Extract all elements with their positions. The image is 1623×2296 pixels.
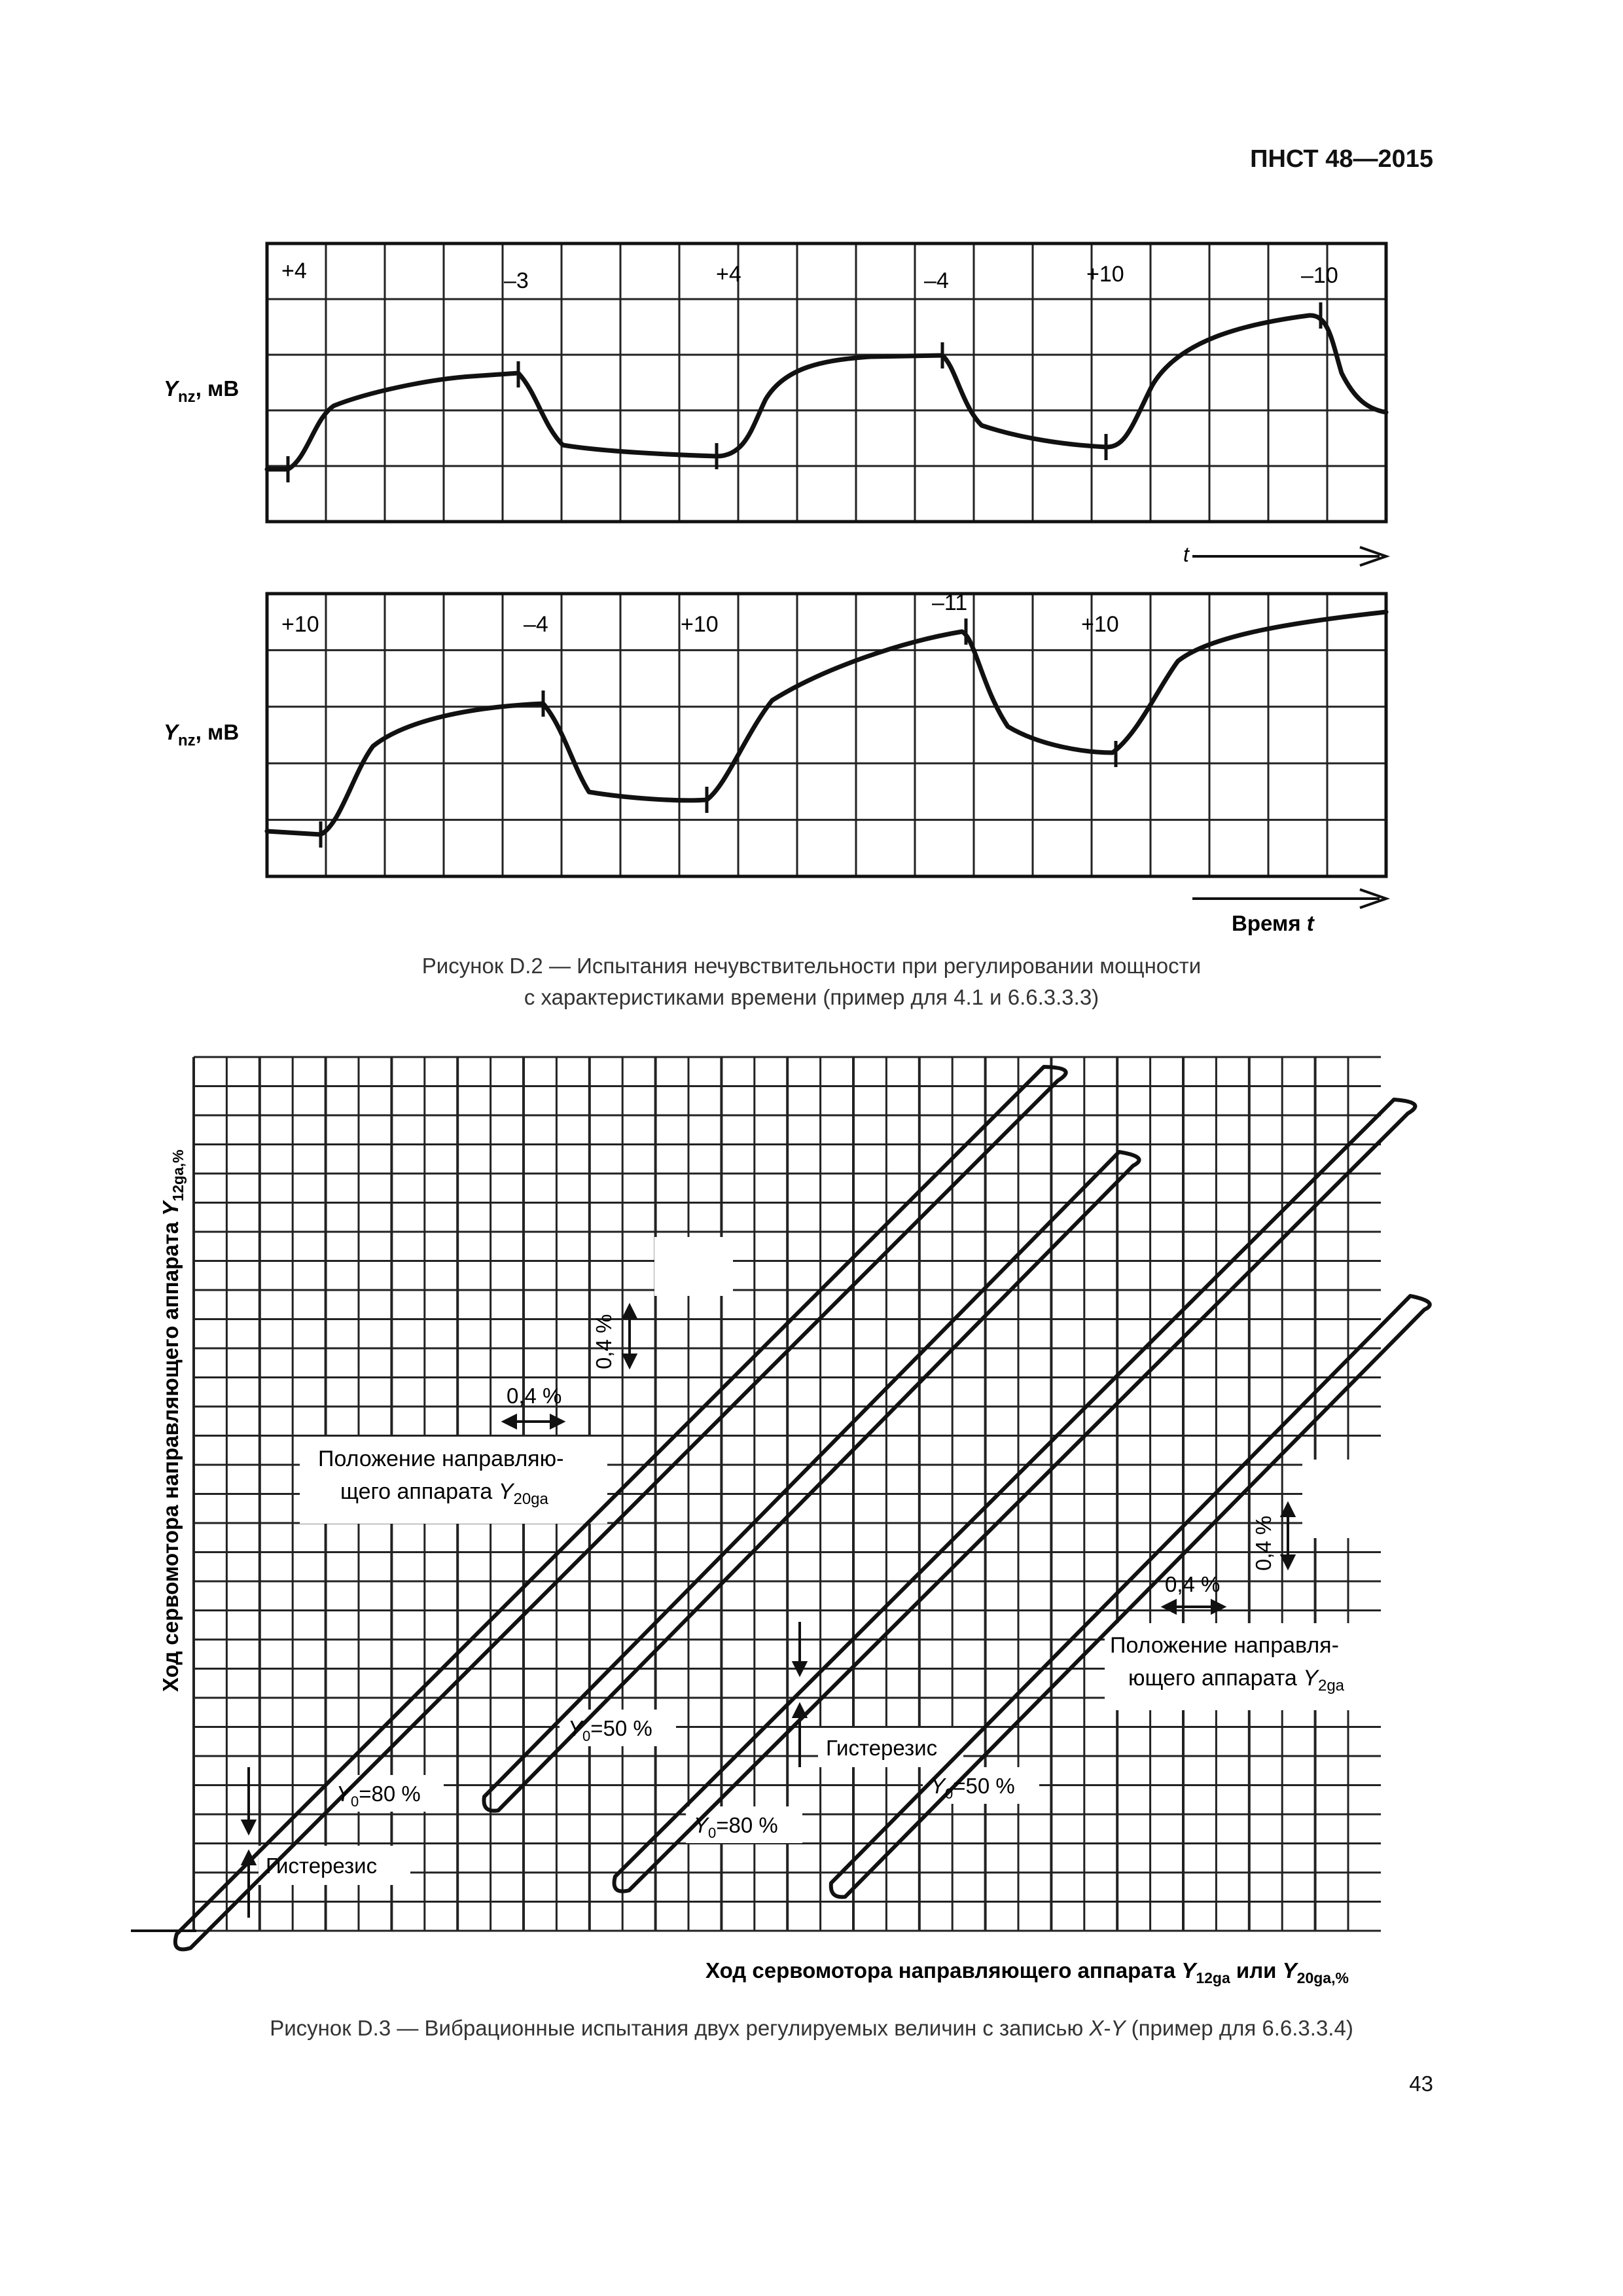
label-bg xyxy=(1302,1460,1381,1538)
position-label-2-line1: Положение направля- xyxy=(1110,1633,1339,1658)
interval-label-h2: 0,4 % xyxy=(1165,1572,1221,1596)
document-code: ПНСТ 48—2015 xyxy=(1250,145,1433,173)
position-label-1-line1: Положение направляю- xyxy=(318,1446,564,1471)
page-number: 43 xyxy=(1409,2072,1433,2096)
chart1-x-label: t xyxy=(1183,543,1189,566)
figure-d2-caption-line1: Рисунок D.2 — Испытания нечувствительности при регулировании мощности xyxy=(421,954,1202,978)
chart2-step-label: +10 xyxy=(281,612,319,637)
interval-label-h1: 0,4 % xyxy=(507,1384,562,1408)
chart2-step-label: –11 xyxy=(932,590,968,615)
chart3-y-axis-label: Ход сервомотора направляющего аппарата $Y_{12ga,\%}$ xyxy=(158,1149,187,1692)
y0-label-80-b: $Y_0=80$ % xyxy=(694,1813,778,1841)
chart3-x-axis-label: Ход сервомотора направляющего аппарата $Y_{12ga}$ или $Y_{20ga,\%}$ xyxy=(705,1958,1349,1986)
label-bg xyxy=(654,1237,733,1296)
chart2-step-label: +10 xyxy=(1081,612,1119,637)
figure-d2-caption-line2: с характеристиками времени (пример для 4.1 и 6.6.3.3.3) xyxy=(524,985,1099,1009)
position-label-1-line2: щего аппарата $Y_{20ga}$ xyxy=(340,1479,548,1508)
chart1-step-label: –10 xyxy=(1301,263,1338,288)
figure-d3-caption: Рисунок D.3 — Вибрационные испытания двух регулируемых величин с записью X-Y (пример для 6.6.3.3.4) xyxy=(270,2016,1353,2040)
hysteresis-label-2: Гистерезис xyxy=(826,1736,938,1760)
chart1-step-label: +4 xyxy=(281,259,307,283)
chart1-step-label: +10 xyxy=(1086,262,1124,287)
chart2-curve xyxy=(267,612,1386,834)
chart1-step-label: +4 xyxy=(716,262,741,287)
chart1-step-label: –3 xyxy=(504,268,529,293)
chart2-frame xyxy=(267,594,1386,876)
hysteresis-label-1: Гистерезис xyxy=(266,1854,378,1878)
position-label-2-line2: ющего аппарата $Y_{2ga}$ xyxy=(1128,1666,1345,1695)
y0-label-80-a: $Y_0=80$ % xyxy=(336,1782,421,1810)
chart2-x-label: Время t xyxy=(1232,911,1314,935)
chart1-y-label: $Y_{nz}$, мВ xyxy=(164,376,240,406)
chart2-y-label: $Y_{nz}$, мВ xyxy=(164,720,240,749)
chart2-grid xyxy=(267,594,1386,876)
hysteresis-loop xyxy=(831,1296,1430,1897)
interval-label-v2: 0,4 % xyxy=(1251,1515,1275,1571)
interval-label-v1: 0,4 % xyxy=(592,1314,616,1369)
chart1-curve xyxy=(267,315,1386,469)
chart2-step-label: –4 xyxy=(524,612,548,637)
y0-label-50-a: $Y_0=50$ % xyxy=(568,1716,652,1744)
chart2-step-markers xyxy=(321,619,1116,848)
chart2-step-label: +10 xyxy=(681,612,719,637)
chart1-step-label: –4 xyxy=(924,268,949,293)
y0-label-50-b: $Y_0=50$ % xyxy=(931,1774,1015,1802)
